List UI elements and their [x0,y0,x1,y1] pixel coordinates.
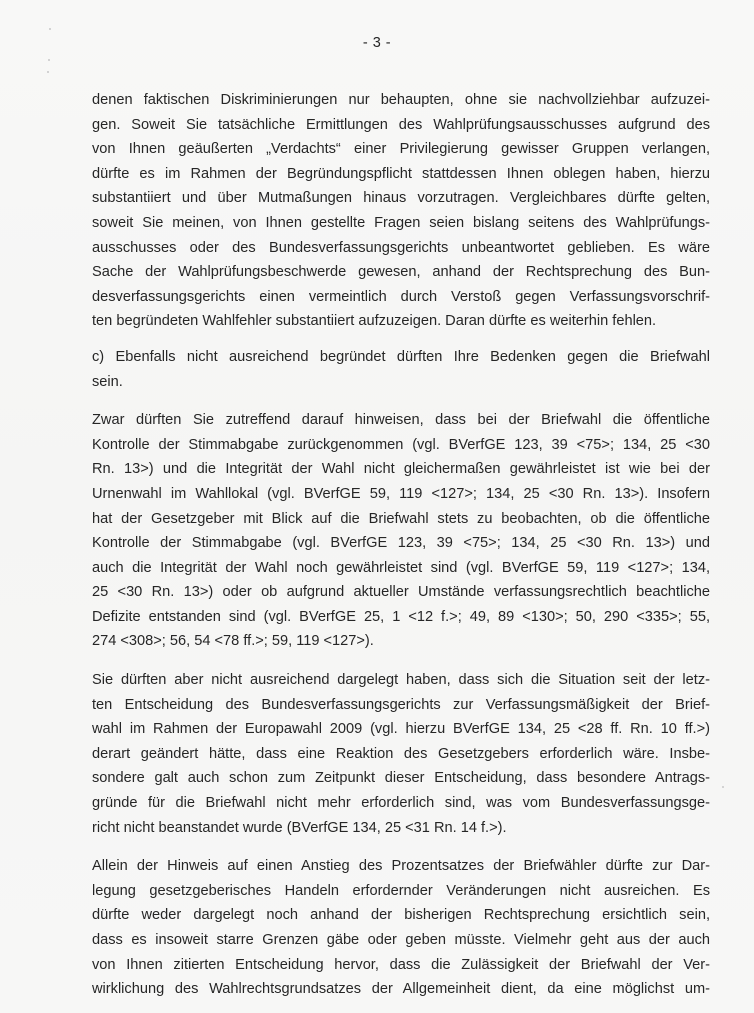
text-line: Defizite entstanden sind (vgl. BVerfGE 25, 1 <12 f.>; 49, 89 <130>; 50, 290 <335>; 55, [92,608,710,625]
text-line: dürfte es im Rahmen der Begründungspflicht stattdessen Ihnen oblegen haben, hierzu [92,165,710,182]
text-line: Sie dürften aber nicht ausreichend dargelegt haben, dass sich die Situation seit der letz- [92,672,710,689]
paragraph-discrimination-claims [92,88,710,334]
text-line: substantiiert und über Mutmaßungen hinaus vorzutragen. Vergleichbares dürfte gelten, [92,190,710,207]
paragraph-postal-vote-control [92,408,710,654]
page-number: - 3 - [362,35,392,51]
text-line: Rn. 13>) und die Integrität der Wahl nicht gleichermaßen gewährleistet ist wie bei der [92,461,710,478]
scan-speck [48,59,50,61]
text-line: soweit Sie meinen, von Ihnen gestellte Fragen seien bislang seitens des Wahlprüfungs- [92,214,710,231]
text-line: ten begründeten Wahlfehler substantiiert aufzuzeigen. Daran dürfte es weiterhin fehlen. [92,313,657,330]
scan-speck [49,28,51,30]
scan-speck [47,71,49,73]
text-line: Urnenwahl im Wahllokal (vgl. BVerfGE 59, 119 <127>; 134, 25 <30 Rn. 13>). Insofern [92,485,710,502]
text-line: sondere galt auch schon zum Zeitpunkt dieser Entscheidung, dass besondere Antrags- [92,770,710,787]
text-line: wahl im Rahmen der Europawahl 2009 (vgl. hierzu BVerfGE 134, 25 <28 ff. Rn. 10 ff.>) [92,721,710,738]
text-line: Sache der Wahlprüfungsbeschwerde gewesen, anhand der Rechtsprechung des Bun- [92,264,710,281]
text-line: denen faktischen Diskriminierungen nur behaupten, ohne sie nachvollziehbar aufzuzei- [92,92,710,108]
paragraph-situation-change [92,668,710,840]
text-line: Kontrolle der Stimmabgabe zurückgenommen (vgl. BVerfGE 123, 39 <75>; 134, 25 <30 [92,436,710,453]
paragraph-postal-voter-increase [92,854,710,1002]
text-line: von Ihnen zitierten Entscheidung hervor, dass die Zulässigkeit der Briefwahl der Ver- [92,956,710,973]
text-line: hat der Gesetzgeber mit Blick auf die Briefwahl stets zu beobachten, ob die öffentliche [92,510,710,527]
text-line: dürfte weder dargelegt noch anhand der bisherigen Rechtsprechung ersichtlich sein, [92,907,710,924]
text-line: legung gesetzgeberisches Handeln erfordernder Veränderungen nicht ausreichen. Es [92,882,710,899]
text-line: dass es insoweit starre Grenzen gäbe oder geben müsste. Vielmehr geht aus der auch [92,932,710,948]
text-line: Zwar dürften Sie zutreffend darauf hinweisen, dass bei der Briefwahl die öffentliche [92,412,710,429]
text-line: Allein der Hinweis auf einen Anstieg des Prozentsatzes der Briefwähler dürfte zur Dar- [92,858,710,875]
text-line: 25 <30 Rn. 13>) oder ob aufgrund aktueller Umstände verfassungsrechtlich beachtliche [92,584,710,601]
text-line: ten Entscheidung des Bundesverfassungsgerichts zur Verfassungsmäßigkeit der Brief- [92,696,710,713]
text-line: gründe für die Briefwahl nicht mehr erforderlich sind, was vom Bundesverfassungsge- [92,795,710,812]
text-line: derart geändert hätte, dass eine Reaktion des Gesetzgebers erforderlich wäre. Insbe- [92,745,710,762]
scan-speck [722,786,724,788]
document-body [92,88,710,1013]
text-line: wirklichung des Wahlrechtsgrundsatzes der Allgemeinheit dient, da eine möglichst um- [92,981,710,998]
text-line: auch die Integrität der Wahl noch gewährleistet sind (vgl. BVerfGE 59, 119 <127>; 134, [92,559,710,576]
text-line: 274 <308>; 56, 54 <78 ff.>; 59, 119 <127>). [92,633,374,650]
text-line: richt nicht beanstandet wurde (BVerfGE 134, 25 <31 Rn. 14 f.>). [92,819,507,836]
text-line: Kontrolle der Stimmabgabe (vgl. BVerfGE 123, 39 <75>; 134, 25 <30 Rn. 13>) und [92,535,710,552]
text-line: desverfassungsgerichts einen vermeintlich durch Verstoß gegen Verfassungsvorschrif- [92,288,710,305]
paragraph-section-c-heading [92,345,710,394]
text-line: ausschusses oder des Bundesverfassungsgerichts unbeantwortet geblieben. Es wäre [92,239,710,256]
text-line: gen. Soweit Sie tatsächliche Ermittlungen des Wahlprüfungsausschusses aufgrund des [92,116,710,133]
text-line: c) Ebenfalls nicht ausreichend begründet dürften Ihre Bedenken gegen die Briefwahl [92,348,710,365]
text-line: sein. [92,373,123,390]
text-line: von Ihnen geäußerten „Verdachts“ einer Privilegierung gewisser Gruppen verlangen, [92,141,710,158]
